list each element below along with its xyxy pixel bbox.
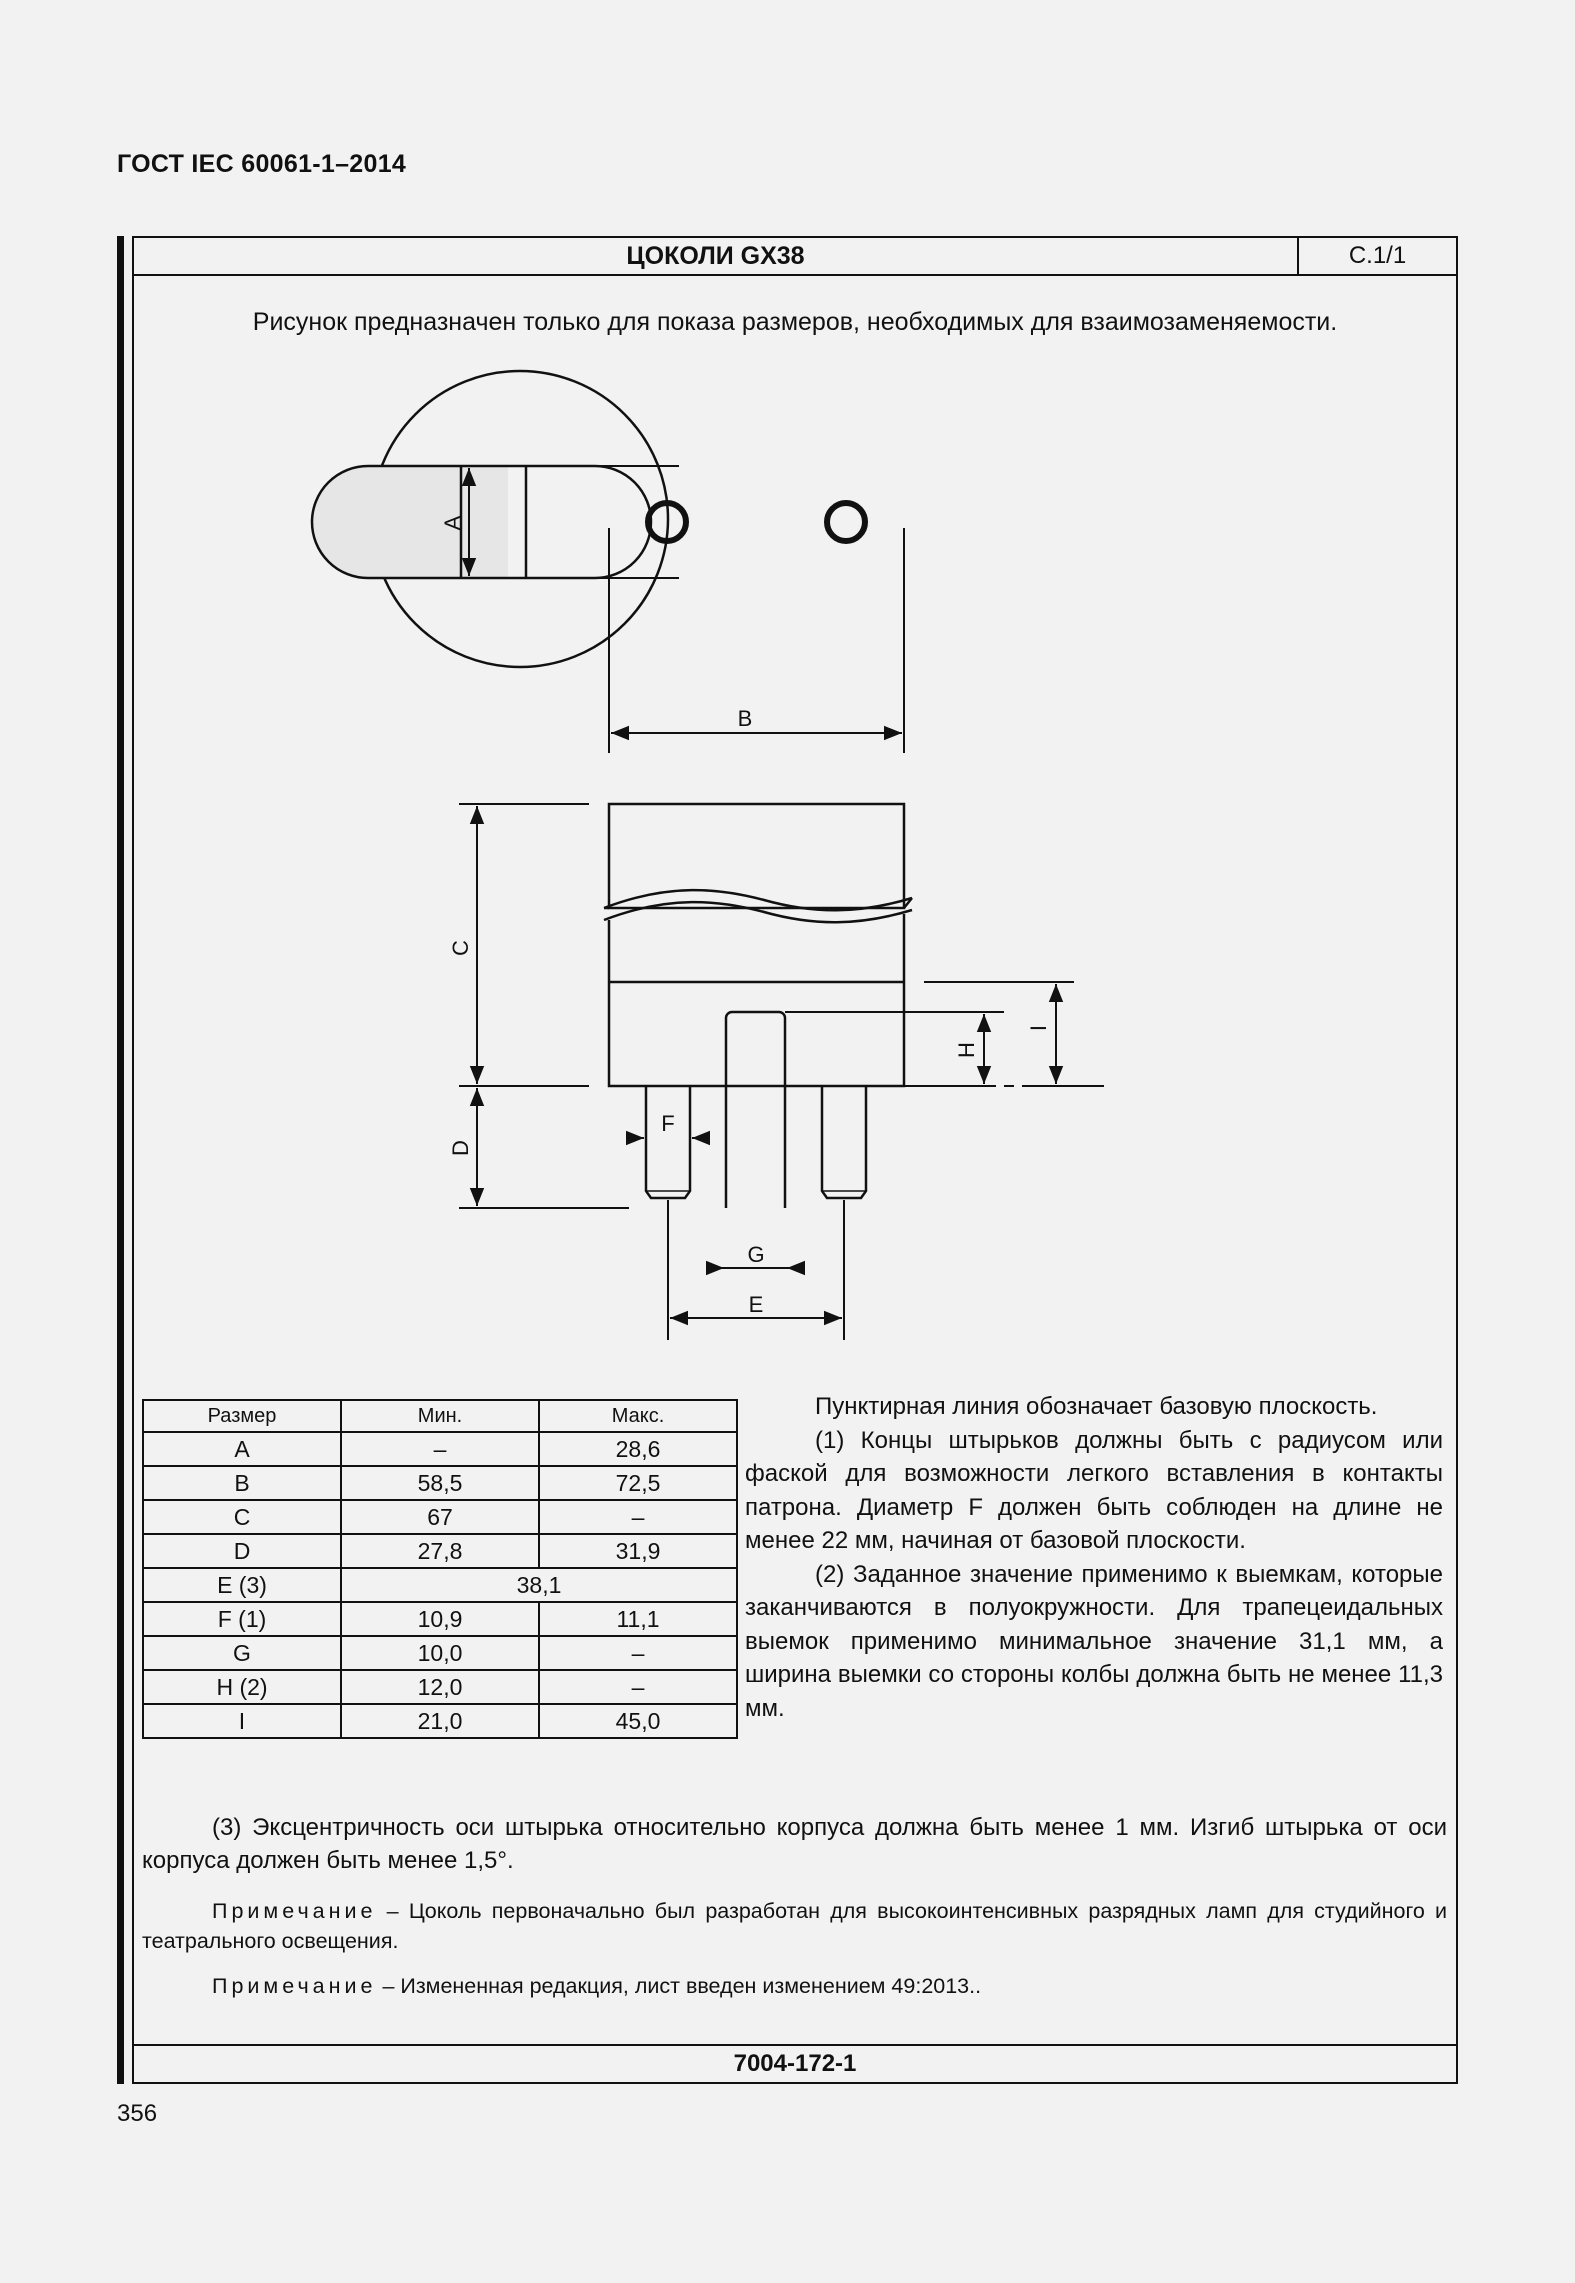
side-view	[604, 804, 1104, 1208]
cell-max: 28,6	[539, 1432, 737, 1466]
dimension-d	[459, 1088, 629, 1208]
table-row	[143, 1500, 737, 1534]
table-row	[143, 1670, 737, 1704]
dimension-c	[459, 804, 589, 1086]
sheet-code: 7004-172-1	[134, 2044, 1456, 2082]
table-row	[143, 1534, 737, 1568]
dimension-e	[668, 1200, 844, 1340]
cell-size: I	[143, 1704, 341, 1738]
dimensions-table	[142, 1399, 738, 1739]
cell-size: H (2)	[143, 1670, 341, 1704]
remark-2-word: Примечание	[212, 1974, 377, 1998]
note-baseline: Пунктирная линия обозначает базовую плоскость.	[815, 1393, 1378, 1420]
remark-2-text: – Измененная редакция, лист введен изменением 49:2013..	[382, 1974, 982, 1998]
label-d: D	[448, 1140, 473, 1156]
cell-min: 12,0	[341, 1670, 539, 1704]
dimension-i	[924, 982, 1074, 1084]
table-row	[143, 1432, 737, 1466]
remark-1-word: Примечание	[212, 1899, 377, 1923]
cell-size: B	[143, 1466, 341, 1500]
remark-1-text: – Цоколь первоначально был разработан для высокоинтенсивных разрядных ламп для студийного и театрального освещения.	[142, 1899, 1447, 1953]
sheet-number: С.1/1	[1348, 242, 1407, 269]
sheet-title: ЦОКОЛИ GX38	[134, 238, 1299, 274]
page-number: 356	[117, 2100, 158, 2127]
cell-max: –	[539, 1636, 737, 1670]
margin-bar	[117, 236, 124, 2084]
label-c: C	[448, 940, 473, 956]
left-pin	[646, 1086, 690, 1198]
label-e: E	[748, 1292, 764, 1317]
label-f: F	[661, 1111, 675, 1136]
col-header-size: Размер	[143, 1400, 341, 1432]
right-pin	[822, 1086, 866, 1198]
table-row	[143, 1704, 737, 1738]
cell-max: 31,9	[539, 1534, 737, 1568]
remark-1	[142, 1896, 1447, 1956]
sheet-frame	[132, 236, 1458, 2084]
col-header-min: Мин.	[341, 1400, 539, 1432]
label-g: G	[747, 1242, 765, 1267]
cell-min: –	[341, 1432, 539, 1466]
cap-drawing	[134, 238, 1456, 1378]
notes-block	[745, 1390, 1443, 1725]
cell-max: –	[539, 1500, 737, 1534]
label-a: A	[440, 515, 465, 531]
intro-text: Рисунок предназначен только для показа размеров, необходимых для взаимозаменяемости.	[252, 308, 1338, 336]
center-post	[726, 1012, 785, 1208]
cell-min: 27,8	[341, 1534, 539, 1568]
note-3: (3) Эксцентричность оси штырька относительно корпуса должна быть менее 1 мм. Изгиб штырька от оси корпуса должен быть менее 1,5°.	[142, 1814, 1447, 1874]
table-header-row	[143, 1400, 737, 1432]
top-view	[312, 371, 865, 667]
label-i: I	[1026, 1024, 1051, 1032]
pin-right-hole	[827, 503, 865, 541]
table-row	[143, 1568, 737, 1602]
cell-min: 10,0	[341, 1636, 539, 1670]
cell-size: F (1)	[143, 1602, 341, 1636]
cell-max: –	[539, 1670, 737, 1704]
remark-2	[142, 1971, 1447, 2001]
cell-merged-value: 38,1	[341, 1568, 737, 1602]
cell-size: E (3)	[143, 1568, 341, 1602]
cell-min: 67	[341, 1500, 539, 1534]
body-upper	[609, 804, 904, 908]
label-h: H	[954, 1042, 979, 1058]
cell-min: 58,5	[341, 1466, 539, 1500]
label-b: B	[737, 706, 753, 731]
table-row	[143, 1636, 737, 1670]
note-2: (2) Заданное значение применимо к выемкам, которые заканчиваются в полуокружности. Для трапецеидальных выемок применимо минимальное значение 31,1 мм, а ширина выемки со стороны колбы должна быть не менее 11,3 мм.	[745, 1560, 1443, 1722]
note-1: (1) Концы штырьков должны быть с радиусом или фаской для возможности легкого вставления в контакты патрона. Диаметр F должен быть соблюден на длине не менее 22 мм, начиная от базовой плоскости.	[745, 1426, 1443, 1554]
cell-size: C	[143, 1500, 341, 1534]
cell-size: D	[143, 1534, 341, 1568]
body-lower	[609, 982, 904, 1086]
col-header-max: Макс.	[539, 1400, 737, 1432]
table-row	[143, 1602, 737, 1636]
table-row	[143, 1466, 737, 1500]
cell-size: G	[143, 1636, 341, 1670]
cell-min: 21,0	[341, 1704, 539, 1738]
dimension-b	[609, 528, 904, 753]
cell-max: 72,5	[539, 1466, 737, 1500]
cell-size: A	[143, 1432, 341, 1466]
standard-header: ГОСТ IEC 60061-1–2014	[117, 150, 407, 178]
cell-max: 11,1	[539, 1602, 737, 1636]
cell-min: 10,9	[341, 1602, 539, 1636]
cell-max: 45,0	[539, 1704, 737, 1738]
